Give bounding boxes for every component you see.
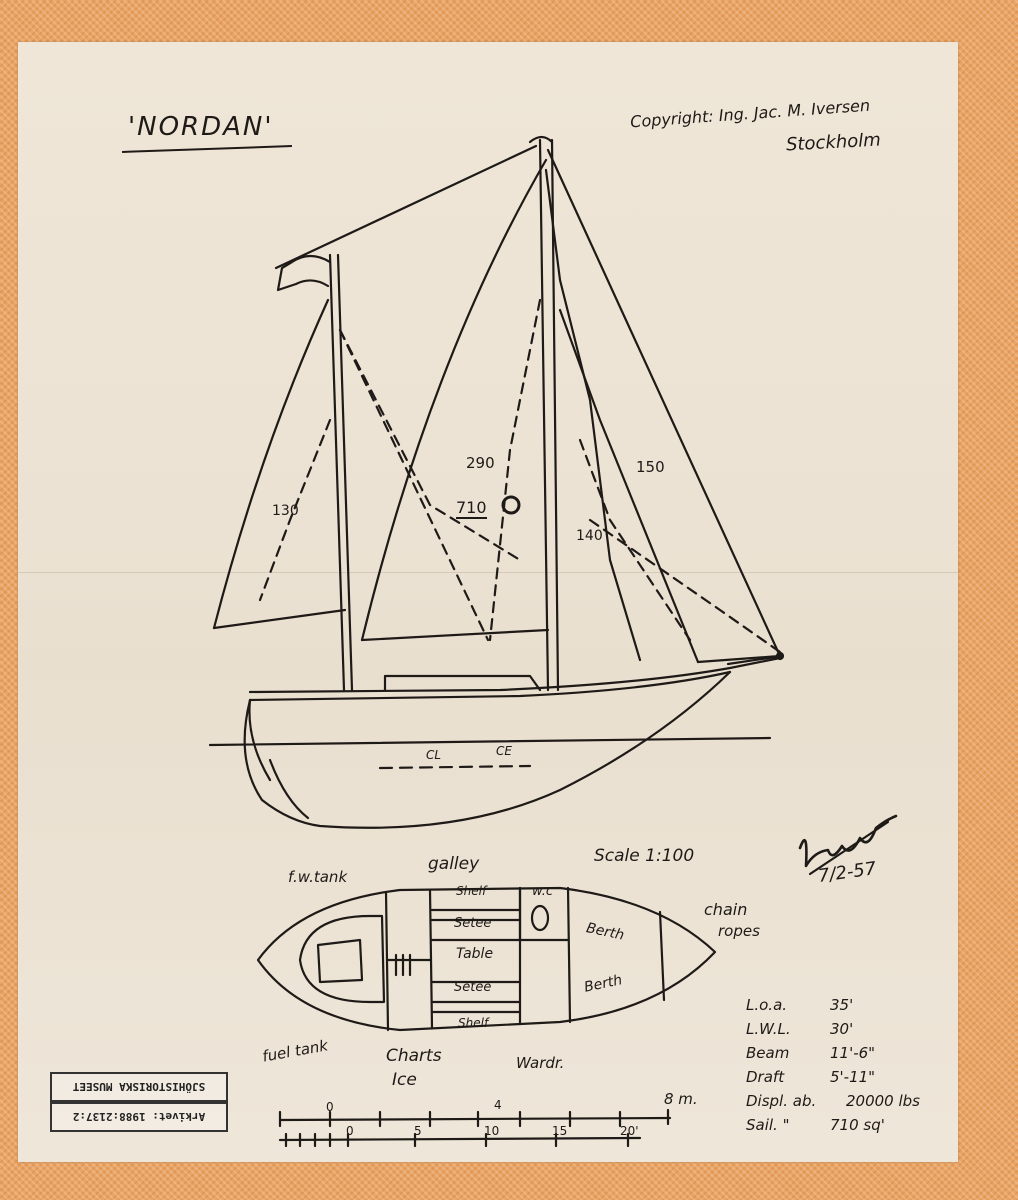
drawing-title: 'NORDAN' bbox=[128, 112, 274, 142]
scale-bar-metric bbox=[280, 1118, 670, 1120]
stamp-museum-name: SJÖHISTORISKA MUSEET bbox=[50, 1072, 228, 1102]
spec-row bbox=[746, 1044, 956, 1068]
flag bbox=[278, 256, 330, 290]
scale-imperial-10: 10 bbox=[484, 1124, 500, 1138]
label-shelf-top: Shelf bbox=[456, 884, 487, 898]
sail-center-mark bbox=[503, 497, 519, 513]
scale-metric-8: 8 m. bbox=[664, 1090, 698, 1108]
spec-label: Beam bbox=[746, 1044, 790, 1062]
scale-imperial-15: 15 bbox=[552, 1124, 568, 1138]
scale-imperial-20: 20' bbox=[620, 1124, 639, 1138]
keel-line bbox=[249, 700, 270, 780]
mainsail-foot bbox=[362, 630, 548, 640]
sail-label-main: 290 bbox=[466, 454, 495, 472]
label-ropes: ropes bbox=[718, 922, 760, 940]
mizzen-leech bbox=[214, 300, 328, 628]
design-waterline bbox=[380, 766, 530, 768]
sail-label-jib: 150 bbox=[636, 458, 665, 476]
label-berth-bottom: Berth bbox=[582, 972, 624, 996]
scale-label: Scale 1:100 bbox=[594, 846, 695, 866]
spec-label: Draft bbox=[746, 1068, 785, 1086]
plan-ladder bbox=[396, 955, 410, 975]
waterline bbox=[210, 738, 770, 745]
spec-value: 5'-11" bbox=[830, 1068, 876, 1086]
spec-row bbox=[746, 1092, 956, 1116]
mizzen-foot bbox=[214, 610, 345, 628]
scale-bar-imperial bbox=[280, 1138, 640, 1140]
spec-value: 30' bbox=[830, 1020, 854, 1038]
label-ice: Ice bbox=[392, 1070, 417, 1090]
scale-metric-0: 0 bbox=[326, 1100, 334, 1114]
plan-cockpit bbox=[300, 916, 384, 1002]
specs-table bbox=[746, 996, 956, 1140]
label-wardrobe: Wardr. bbox=[516, 1054, 565, 1072]
label-charts: Charts bbox=[386, 1046, 442, 1066]
sail-label-total: 710 bbox=[456, 498, 487, 517]
triatic-stay bbox=[276, 146, 536, 268]
scale-imperial-5: 5 bbox=[414, 1124, 422, 1138]
mainmast bbox=[540, 140, 558, 690]
plan-toilet bbox=[532, 906, 548, 930]
label-settee-top: Setee bbox=[454, 916, 492, 931]
signature-scribble bbox=[800, 816, 896, 866]
label-berth-top: Berth bbox=[584, 920, 626, 944]
spec-row bbox=[746, 1068, 956, 1092]
label-fuel-tank: fuel tank bbox=[260, 1036, 330, 1066]
label-chain: chain bbox=[704, 900, 748, 919]
hull-label-cl: CL bbox=[426, 748, 442, 762]
label-table: Table bbox=[456, 946, 494, 962]
spec-row bbox=[746, 1116, 956, 1140]
label-wc: w.c bbox=[532, 884, 554, 899]
scale-imperial-0: 0 bbox=[346, 1124, 354, 1138]
fisherman-staysail bbox=[340, 330, 488, 640]
copyright-line: Copyright: Ing. Jac. M. Iversen bbox=[629, 95, 871, 132]
spec-value: 710 sq' bbox=[830, 1116, 885, 1134]
spec-value: 20000 lbs bbox=[846, 1092, 920, 1110]
label-settee-bottom: Setee bbox=[454, 980, 492, 995]
spec-row bbox=[746, 996, 956, 1020]
spec-value: 11'-6" bbox=[830, 1044, 876, 1062]
spec-label: Displ. ab. bbox=[746, 1092, 817, 1110]
plan-bulkhead-5 bbox=[660, 912, 664, 1000]
spec-row bbox=[746, 1020, 956, 1044]
sail-label-staysail: 140 bbox=[576, 528, 603, 544]
label-shelf-bottom: Shelf bbox=[458, 1016, 489, 1030]
scale-metric-4: 4 bbox=[494, 1098, 502, 1112]
spec-value: 35' bbox=[830, 996, 854, 1014]
label-galley: galley bbox=[428, 854, 480, 874]
plan-hatch bbox=[318, 940, 362, 982]
mizzen-staysail bbox=[340, 330, 520, 560]
label-fw-tank: f.w.tank bbox=[288, 868, 348, 886]
spec-label: L.o.a. bbox=[746, 996, 788, 1014]
hull-bottom bbox=[245, 672, 730, 828]
fisherman-staysail-2 bbox=[490, 300, 540, 640]
hull-label-ce: CE bbox=[496, 744, 512, 758]
signature-date: 7/2-57 bbox=[816, 858, 878, 887]
copyright-city: Stockholm bbox=[785, 129, 882, 156]
spec-label: Sail. " bbox=[746, 1116, 790, 1134]
stamp-archive-number: Arkivet: 1988:2137:2 bbox=[50, 1102, 228, 1132]
sail-label-mizzen: 130 bbox=[272, 503, 299, 519]
staysail-luff bbox=[546, 170, 640, 660]
plan-bulkhead-4 bbox=[568, 888, 570, 1022]
museum-stamp bbox=[48, 1062, 228, 1144]
mizzen-mast bbox=[330, 255, 352, 690]
cabin-trunk bbox=[385, 676, 540, 690]
spec-label: L.W.L. bbox=[746, 1020, 791, 1038]
